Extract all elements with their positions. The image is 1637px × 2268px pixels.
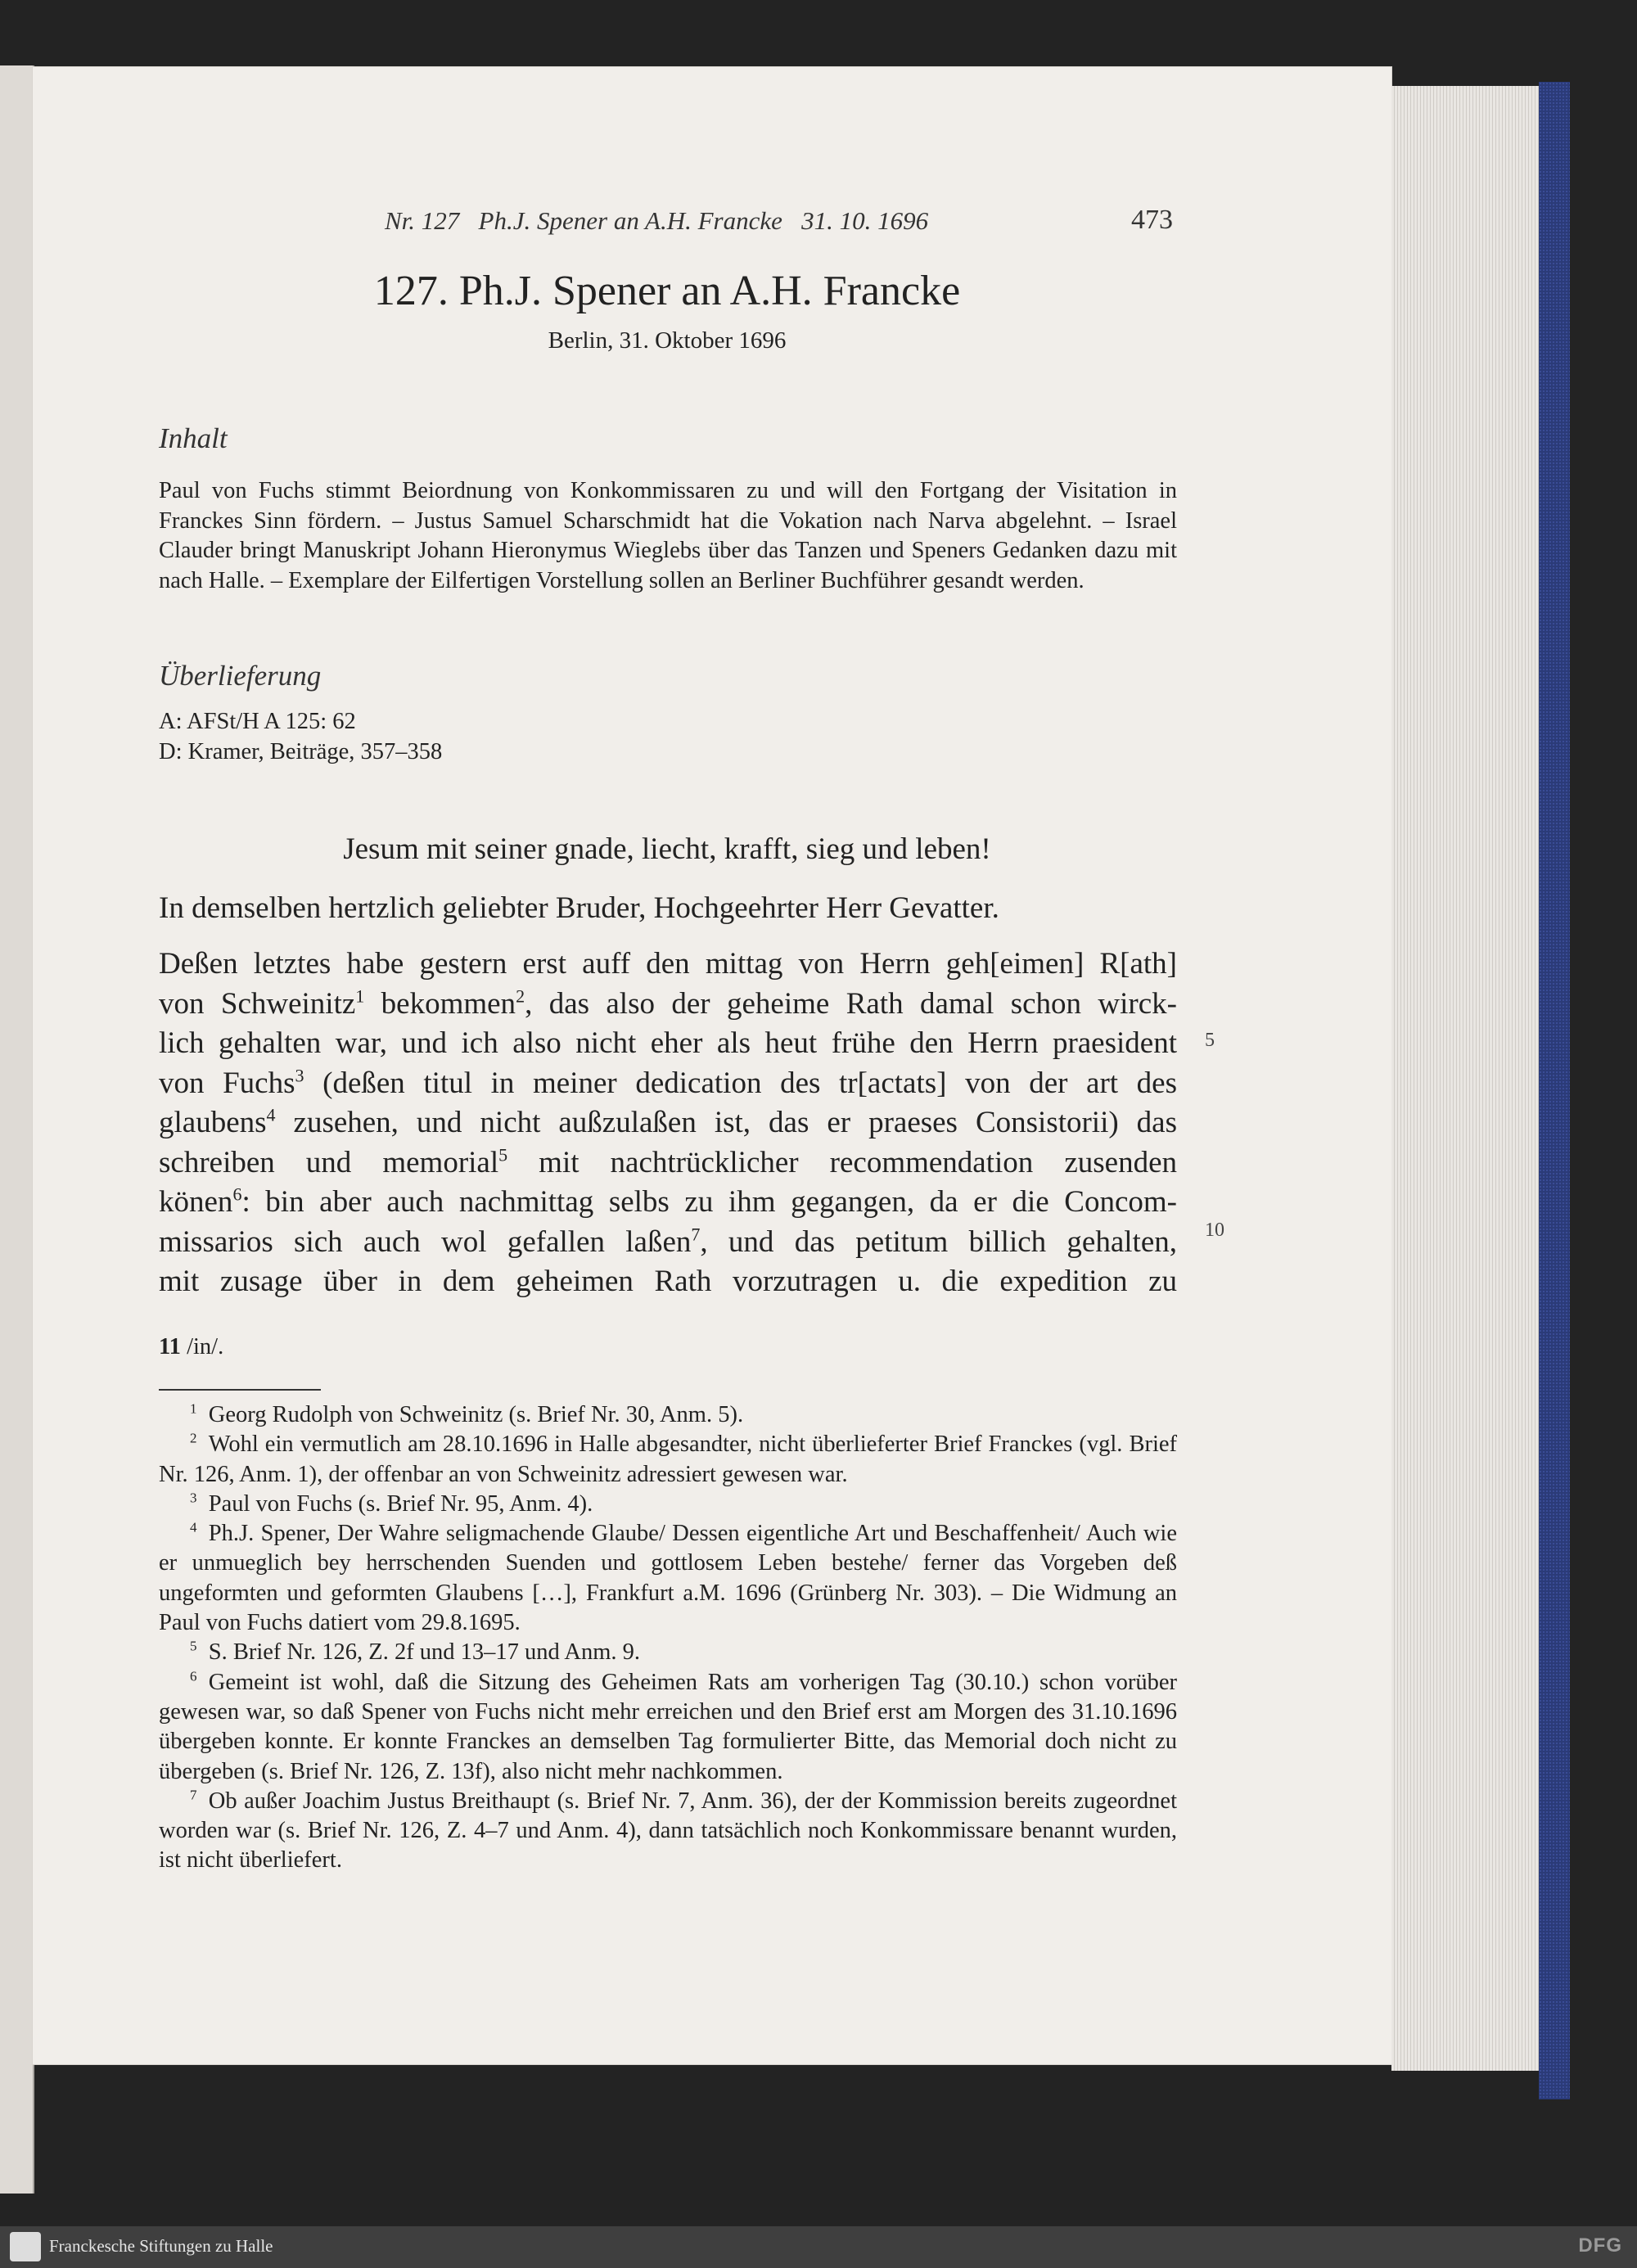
letter-line [159,1223,1177,1263]
letter-line [159,1183,1177,1223]
footnote-text: Ob außer Joachim Justus Breithaupt (s. Brief Nr. 7, Anm. 36), der der Kommission bereits zugeordnet worden war (s. Brief Nr. 126, Z. 4–7 und Anm. 4), dann tatsächlich noch Konkommissare benannt wurden, ist nicht überliefert. [159,1788,1177,1873]
footnote-number: 2 [190,1430,197,1446]
footnote [159,1490,1177,1519]
letter-text: von Schweinitz [159,986,356,1021]
footnote [159,1430,1177,1490]
critical-apparatus [159,1334,223,1360]
running-header: Nr. 127 Ph.J. Spener an A.H. Francke 31. 10. 1696 [385,206,929,235]
footnote-number: 3 [190,1490,197,1506]
letter-text: : bin aber auch nachmittag selbs zu ihm gegangen, da er die Concom- [241,1185,1177,1219]
ueberlieferung-line: D: Kramer, Beiträge, 357–358 [159,738,443,764]
letter-text: , und das petitum billich gehalten, [700,1224,1177,1259]
letter-line [159,1143,1177,1184]
footnote-text: Paul von Fuchs (s. Brief Nr. 95, Anm. 4). [208,1490,593,1517]
letter-text: , das also der geheime Rath damal schon wirck- [525,986,1177,1021]
ueberlieferung-line: A: AFSt/H A 125: 62 [159,709,356,734]
letter-line [159,1103,1177,1143]
letter-title: 127. Ph.J. Spener an A.H. Francke [373,268,961,314]
footnote-text: S. Brief Nr. 126, Z. 2f und 13–17 und Anm. 9. [208,1639,640,1666]
letter-line [159,945,1177,985]
footnote-reference: 5 [498,1144,508,1166]
letter-body [159,945,1177,1302]
apparatus-line-ref: 11 [159,1334,181,1359]
footnote-text: Gemeint ist wohl, daß die Sitzung des Geheimen Rats am vorherigen Tag (30.10.) schon vorüber gewesen war, so daß Spener von Fuchs nicht mehr erreichen und den Brief erst am Morgen des 31.10.1696 übergeben konnte. Er konnte Franckes an demselben Tag formulierter Bitte, das Memorial doch nicht zu übergeben (s. Brief Nr. 126, Z. 13f), also nicht mehr nachkommen. [159,1669,1177,1784]
letter-text: mit nachtrücklicher recommendation zusenden [507,1145,1177,1179]
footer-institution: Franckesche Stiftungen zu Halle [49,2236,273,2256]
letter-text: schreiben und memorial [159,1145,499,1179]
footnotes [159,1400,1177,1876]
ueberlieferung-list [159,707,1177,767]
footnote-reference: 7 [691,1224,701,1245]
footnote [159,1400,1177,1430]
footnote-reference: 3 [295,1065,304,1086]
page-fore-edge [1391,86,1547,2071]
institution-logo-icon [10,2232,41,2261]
footnote-number: 4 [190,1519,197,1535]
book-cover-edge [1539,82,1570,2099]
ueberlieferung-heading: Überlieferung [159,660,322,692]
letter-line [159,1024,1177,1064]
footnote [159,1668,1177,1787]
letter-text: mit zusage über in dem geheimen Rath vorzutragen u. die expedition zu [159,1265,1177,1298]
letter-text: (deßen titul in meiner dedication des tr[actats] von der art des [304,1066,1177,1100]
letter-salutation: In demselben hertzlich geliebter Bruder, Hochgeehrter Herr Gevatter. [159,891,999,925]
line-number: 5 [1205,1030,1215,1051]
footnote [159,1519,1177,1638]
letter-text: lich gehalten war, und ich also nicht eher als heut frühe den Herrn praesident [159,1026,1177,1060]
letter-text: Deßen letztes habe gestern erst auff den mittag von Herrn geh[eimen] R[ath] [159,947,1177,981]
letter-greeting: Jesum mit seiner gnade, liecht, krafft, sieg und leben! [343,832,991,866]
dfg-logo: DFG [1578,2234,1622,2257]
letter-line [159,1262,1177,1302]
footnote-reference: 6 [232,1184,242,1205]
page-number: 473 [1131,205,1173,235]
footnote-rule [159,1389,321,1391]
footnote [159,1787,1177,1876]
footnote-number: 5 [190,1638,197,1654]
footnote-reference: 2 [516,985,525,1007]
letter-text: missarios sich auch wol gefallen laßen [159,1224,692,1259]
letter-text: könen [159,1185,233,1219]
letter-line [159,1064,1177,1104]
footnote-text: Georg Rudolph von Schweinitz (s. Brief Nr. 30, Anm. 5). [208,1402,744,1427]
letter-text: zusehen, und nicht außzulaßen ist, das er praeses Consistorii) das [275,1106,1177,1139]
footer-bar [0,2226,1637,2268]
letter-line [159,985,1177,1025]
footnote-text: Ph.J. Spener, Der Wahre seligmachende Glaube/ Dessen eigentliche Art und Beschaffenheit/ Auch wie er unmueglich bey herrschenden Suenden und gottlosem Leben bestehe/ ferner das Vorgeben deß ungeformten und geformten Glaubens […], Frankfurt a.M. 1696 (Grünberg Nr. 303). – Die Widmung an Paul von Fuchs datiert vom 29.8.1695. [159,1521,1177,1636]
letter-text: von Fuchs [159,1066,295,1100]
inhalt-text: Paul von Fuchs stimmt Beiordnung von Konkommissaren zu und will den Fortgang der Visitation in Franckes Sinn fördern. – Justus Samuel Scharschmidt hat die Vokation nach Narva abgelehnt. – Israel Clauder bringt Manuskript Johann Hieronymus Wieglebs über das Tanzen und Speners Gedanken dazu mit nach Halle. – Exemplare der Eilfertigen Vorstellung sollen an Berliner Buchführer gesandt werden. [159,478,1177,593]
footnote-number: 7 [190,1787,197,1803]
left-page-edge [0,65,34,2194]
footnote-reference: 1 [355,985,365,1007]
footnote-text: Wohl ein vermutlich am 28.10.1696 in Halle abgesandter, nicht überlieferter Brief Franckes (vgl. Brief Nr. 126, Anm. 1), der offenbar an von Schweinitz adressiert gewesen war. [159,1432,1177,1487]
line-number: 10 [1205,1220,1224,1241]
footnote-number: 6 [190,1668,197,1684]
inhalt-heading: Inhalt [159,422,228,454]
letter-text: bekommen [364,986,516,1021]
apparatus-text: /in/. [180,1334,224,1359]
footnote-number: 1 [190,1400,197,1417]
footnote [159,1638,1177,1667]
letter-place-date: Berlin, 31. Oktober 1696 [548,327,787,354]
letter-text: glaubens [159,1106,267,1139]
footnote-reference: 4 [266,1104,276,1125]
